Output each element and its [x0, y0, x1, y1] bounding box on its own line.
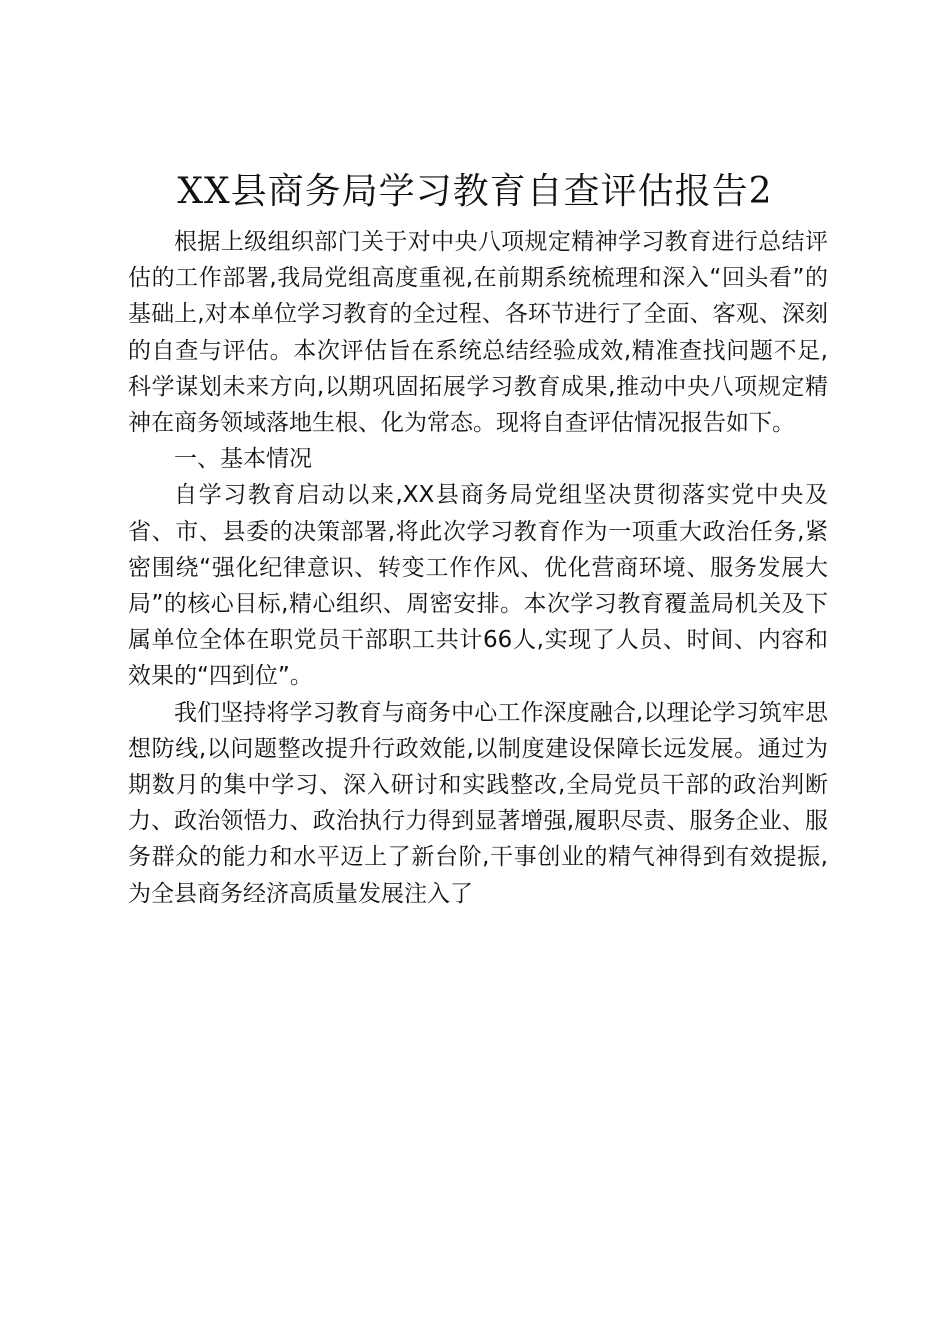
section-heading-basic-situation: 一、基本情况: [174, 446, 312, 473]
basic-situation-paragraph-1: 自学习教育启动以来,XX县商务局党组坚决贯彻落实党中央及省、市、县委的决策部署,将此次学习教育作为一项重大政治任务,紧密围绕“强化纪律意识、转变工作作风、优化营商环境、服务发展大局”的核心目标,精心组织、周密安排。本次学习教育覆盖局机关及下属单位全体在职党员干部职工共计66人,实现了人员、时间、内容和效果的“四到位”。: [128, 482, 828, 690]
intro-paragraph: 根据上级组织部门关于对中央八项规定精神学习教育进行总结评估的工作部署,我局党组高度重视,在前期系统梳理和深入“回头看”的基础上,对本单位学习教育的全过程、各环节进行了全面、客观、深刻的自查与评估。本次评估旨在系统总结经验成效,精准查找问题不足,科学谋划未来方向,以期巩固拓展学习教育成果,推动中央八项规定精神在商务领域落地生根、化为常态。现将自查评估情况报告如下。: [128, 229, 828, 437]
document-body: [128, 224, 828, 912]
basic-situation-paragraph-2: 我们坚持将学习教育与商务中心工作深度融合,以理论学习筑牢思想防线,以问题整改提升行政效能,以制度建设保障长远发展。通过为期数月的集中学习、深入研讨和实践整改,全局党员干部的政治判断力、政治领悟力、政治执行力得到显著增强,履职尽责、服务企业、服务群众的能力和水平迈上了新台阶,干事创业的精气神得到有效提振,为全县商务经济高质量发展注入了: [128, 699, 828, 907]
document-title: XX县商务局学习教育自查评估报告2: [177, 171, 773, 212]
